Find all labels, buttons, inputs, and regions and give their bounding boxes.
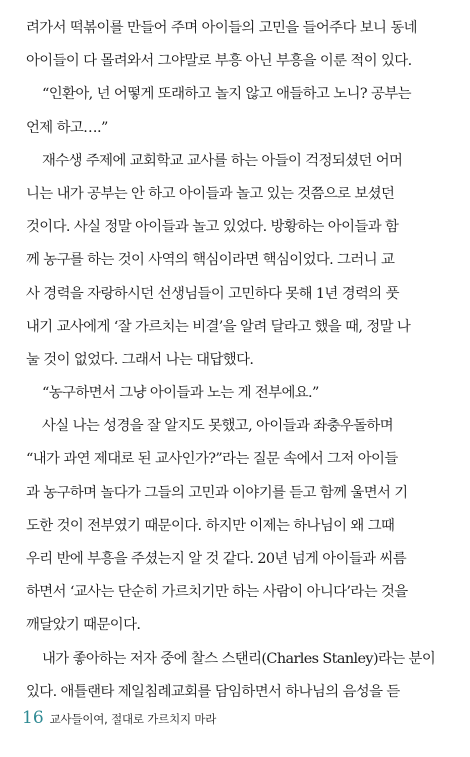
text-line: 과 농구하며 놀다가 그들의 고민과 이야기를 듣고 함께 울면서 기 (26, 484, 408, 501)
page-footer (22, 708, 216, 732)
text-line: 언제 하고….” (26, 119, 108, 136)
text-line: 도한 것이 전부였기 때문이다. 하지만 이제는 하나님이 왜 그때 (26, 517, 395, 534)
running-title: 교사들이여, 절대로 가르치지 마라 (49, 712, 217, 726)
text-line: 있다. 애틀랜타 제일침례교회를 담임하면서 하나님의 음성을 듣 (26, 683, 400, 700)
text-line: 눌 것이 없었다. 그래서 나는 대답했다. (26, 351, 254, 368)
text-line: “인환아, 넌 어떻게 또래하고 놀지 않고 애들하고 노니? 공부는 (42, 86, 411, 103)
text-line: 내기 교사에게 ‘잘 가르치는 비결’을 알려 달라고 했을 때, 정말 나 (26, 318, 411, 335)
text-line: 려가서 떡볶이를 만들어 주며 아이들의 고민을 들어주다 보니 동네 (26, 20, 417, 36)
text-line: 깨달았기 때문이다. (26, 617, 141, 634)
text-line: 니는 내가 공부는 안 하고 아이들과 놀고 있는 것쯤으로 보셨던 (26, 185, 395, 202)
page-number: 16 (22, 708, 44, 728)
text-line: 재수생 주제에 교회학교 교사를 하는 아들이 걱정되셨던 어머 (42, 152, 403, 169)
text-line: “내가 과연 제대로 된 교사인가?”라는 질문 속에서 그저 아이들 (26, 451, 398, 468)
body-text (26, 12, 450, 709)
text-line: 내가 좋아하는 저자 중에 찰스 스탠리(Charles Stanley)라는 분이 (42, 650, 436, 667)
text-line: 것이다. 사실 정말 아이들과 놀고 있었다. 방황하는 아이들과 함 (26, 219, 399, 236)
text-line: 께 농구를 하는 것이 사역의 핵심이라면 핵심이었다. 그러니 교 (26, 252, 395, 269)
text-line: 아이들이 다 몰려와서 그야말로 부흥 아닌 부흥을 이룬 적이 있다. (26, 53, 412, 70)
text-line: “농구하면서 그냥 아이들과 노는 게 전부에요.” (42, 385, 319, 402)
text-line: 사실 나는 성경을 잘 알지도 못했고, 아이들과 좌충우돌하며 (42, 418, 394, 435)
text-line: 하면서 ‘교사는 단순히 가르치기만 하는 사람이 아니다’라는 것을 (26, 584, 408, 601)
text-line: 사 경력을 자랑하시던 선생님들이 고민하다 못해 1년 경력의 풋 (26, 285, 399, 302)
text-line: 우리 반에 부흥을 주셨는지 알 것 같다. 20년 넘게 아이들과 씨름 (26, 551, 407, 567)
